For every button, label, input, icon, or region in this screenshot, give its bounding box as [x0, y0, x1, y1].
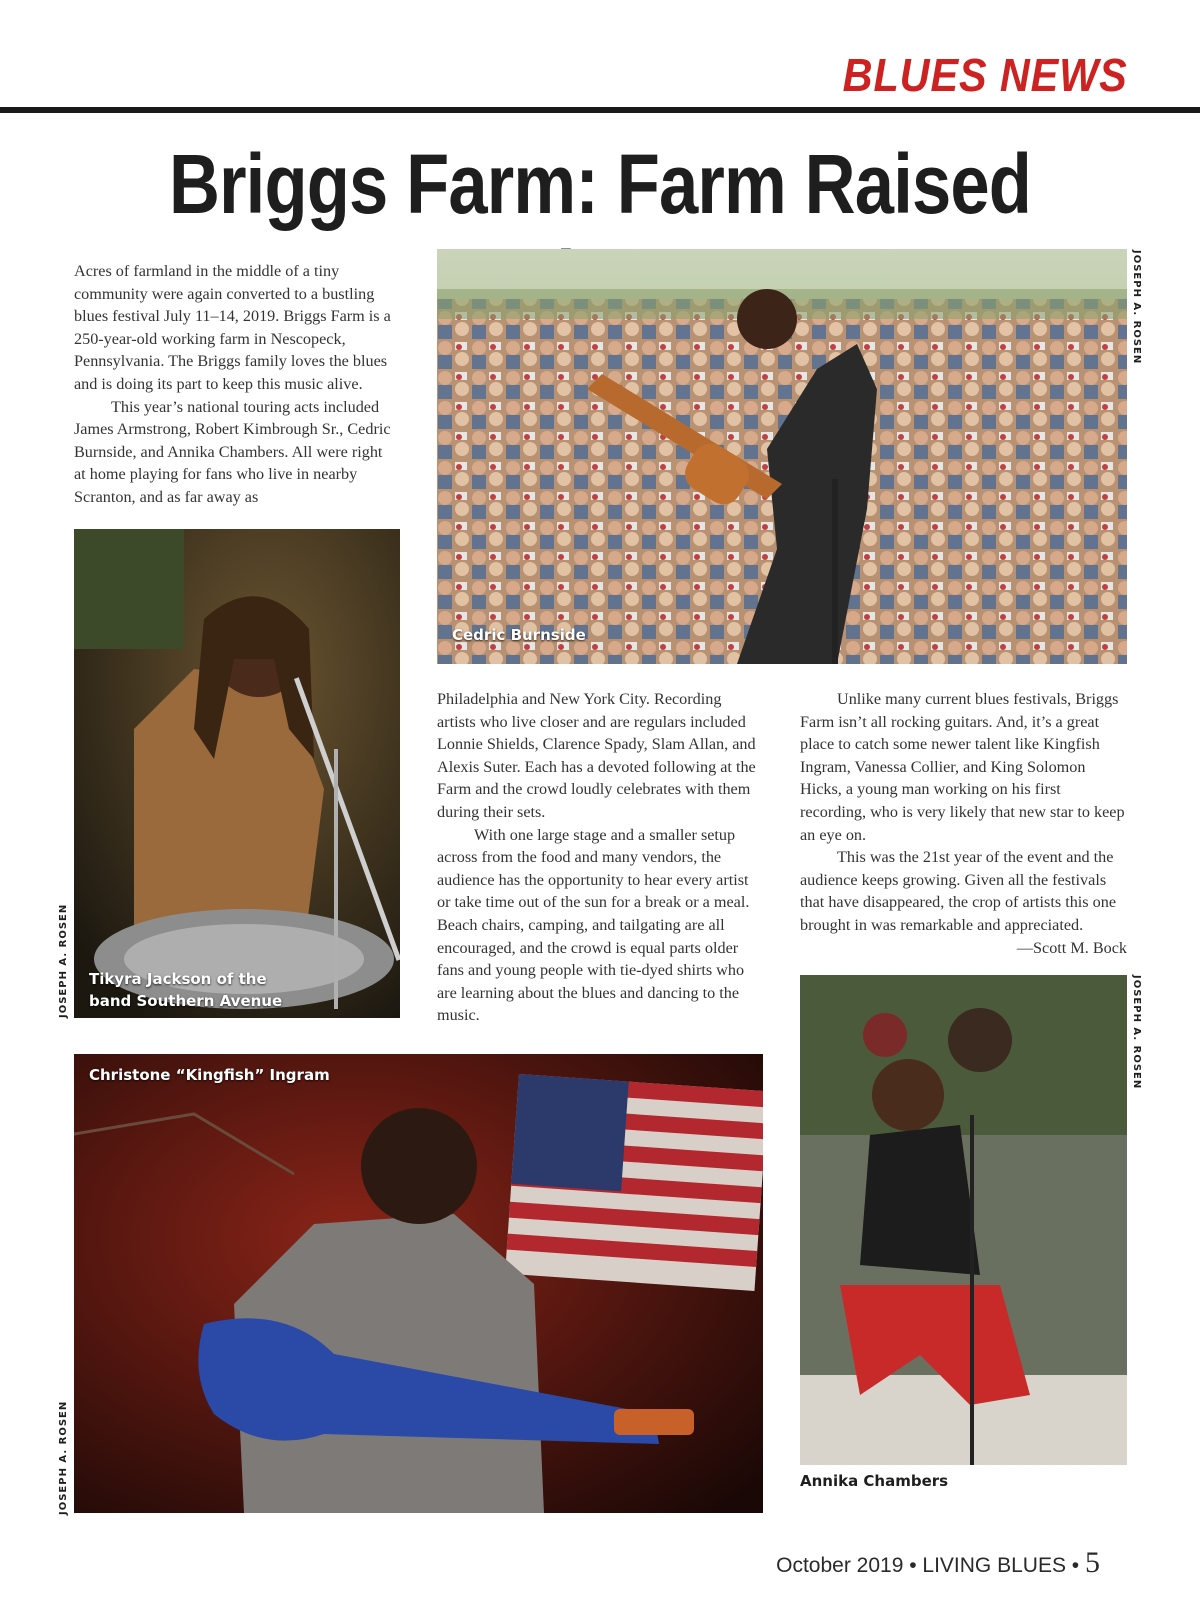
paragraph: This was the 21st year of the event and the audience keeps growing. Given all the festivals that have disappeared, the crop of artists this one brought in was remarkable and appreciated. [800, 848, 1117, 934]
photo-kingfish-ingram [74, 1054, 763, 1513]
article-title: Briggs Farm: Farm Raised [168, 137, 1032, 231]
caption-line: Tikyra Jackson of the [89, 970, 267, 988]
page-number: 5 [1085, 1546, 1100, 1579]
paragraph: This year’s national touring acts included James Armstrong, Robert Kimbrough Sr., Cedric Burnside, and Annika Chambers. All were right at home playing for fans who live in nearby Scranton, and as far away as [74, 397, 391, 506]
footer-text: October 2019 • LIVING BLUES • [776, 1554, 1080, 1577]
photo-caption [89, 968, 282, 1012]
photo-tikyra-jackson [74, 529, 400, 1018]
column-1-text [74, 260, 398, 509]
caption-line: band Southern Avenue [89, 992, 283, 1010]
photo-annika-chambers [800, 975, 1127, 1465]
photo-credit: JOSEPH A. ROSEN [58, 903, 69, 1018]
section-label: BLUES NEWS [842, 49, 1128, 101]
photo-credit: JOSEPH A. ROSEN [58, 1400, 69, 1515]
page-footer [776, 1546, 1100, 1580]
photo-caption: Annika Chambers [800, 1472, 949, 1490]
paragraph: With one large stage and a smaller setup across from the food and many vendors, the audience has the opportunity to hear every artist or take time out of the sun for a break or a meal. Beach chairs, camping, and tailgating are all encouraged, and the crowd is equal parts older fans and young people with tie-dyed shirts who are learning about the blues and dancing to the music. [437, 825, 750, 1025]
paragraph: Unlike many current blues festivals, Briggs Farm isn’t all rocking guitars. And, it’s a great place to catch some newer talent like Kingfish Ingram, Vanessa Collier, and King Solomon Hicks, a young man working on his first recording, who is very likely that new star to keep an eye on. [800, 690, 1125, 844]
photo-caption: Christone “Kingfish” Ingram [89, 1066, 330, 1084]
header-rule [0, 107, 1200, 113]
photo-credit: JOSEPH A. ROSEN [1131, 250, 1142, 365]
column-3-text [800, 688, 1127, 959]
photo-cedric-burnside [437, 249, 1127, 664]
paragraph: Philadelphia and New York City. Recording artists who live closer and are regulars included Lonnie Shields, Clarence Spady, Slam Allan, and Alexis Suter. Each has a devoted following at the Farm and the crowd loudly celebrates with them during their sets. [437, 690, 756, 821]
column-2-text [437, 688, 762, 1027]
byline: —Scott M. Bock [1016, 938, 1127, 957]
photo-caption: Cedric Burnside [452, 626, 586, 644]
photo-credit: JOSEPH A. ROSEN [1131, 975, 1142, 1090]
paragraph: Acres of farmland in the middle of a tiny community were again converted to a bustling blues festival July 11–14, 2019. Briggs Farm is a 250-year-old working farm in Nescopeck, Pennsylvania. The Briggs family loves the blues and is doing its part to keep this music alive. [74, 262, 391, 393]
